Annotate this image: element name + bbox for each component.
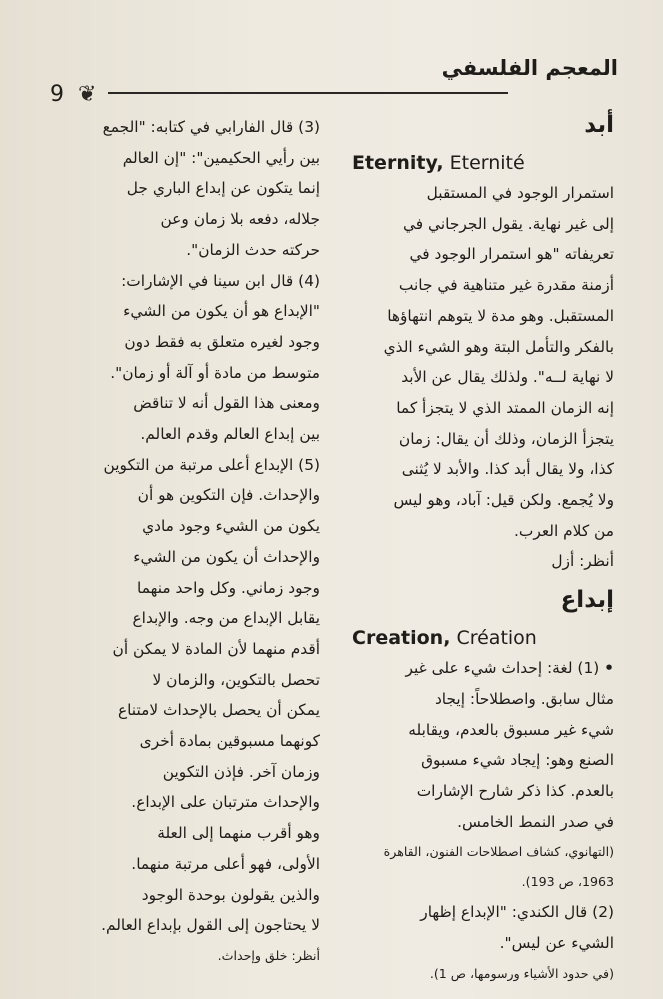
term-english: Eternity, [352,152,444,174]
ornament-icon: ❦ [78,82,97,107]
text-line: بين إبداع العالم وقدم العالم. [140,425,320,444]
reference-line: 1963، ص 193). [521,874,614,890]
entry-term-creation [352,625,614,651]
text-line: استمرار الوجود في المستقبل [426,184,614,202]
text-line: (4) قال ابن سينا في الإشارات: [121,271,320,290]
text-line: إنما يتكون عن إبداع الباري جل [126,179,320,198]
text-line: (5) الإبداع أعلى مرتبة من التكوين [103,455,320,474]
header-title: المعجم الفلسفي [441,56,618,80]
entry-term-abad: أبد [584,112,614,138]
text-line [352,653,614,684]
text-line: جلاله، دفعه بلا زمان وعن [160,210,320,229]
text-line: (3) قال الفارابي في كتابه: "الجمع [102,118,320,136]
see-also: أنظر: خلق وإحداث. [217,947,320,963]
text-line: لا يحتاجون إلى القول بإبداع العالم. [101,916,320,935]
running-header [38,52,618,107]
text-line: مثال سابق. واصطلاحاً: إيجاد [434,689,614,708]
text-line: من كلام العرب. [513,521,614,540]
text-line: والإحداث. فإن التكوين هو أن [137,486,320,505]
text-line: كونهما مسبوقين بمادة أخرى [139,732,320,751]
entry-term-ibdaa: إبداع [560,587,614,614]
text-line: الأولى، فهو أعلى مرتبة منهما. [131,854,320,873]
text-line: وجود زماني. وكل واحد منهما [137,578,320,597]
text-line: يمكن أن يحصل بالإحداث لامتناع [117,701,320,720]
text-line: بالعدم. كذا ذكر شارح الإشارات [416,781,614,800]
right-column [352,110,614,989]
page-number: 9 [50,82,64,107]
text-line: أزمنة مقدرة غير متناهية في جانب [398,276,614,295]
text-line: إنه الزمان الممتد الذي لا يتجزأ كما [396,398,614,417]
text-line: أقدم منهما لأن المادة لا يمكن أن [112,639,320,658]
text-line: متوسط من مادة أو آلة أو زمان". [110,363,320,382]
text-line: حركته حدث الزمان". [186,240,320,259]
text-line: تعريفاته "هو استمرار الوجود في [409,245,614,264]
text-line: لا نهاية لــه". ولذلك يقال عن الأبد [401,368,614,387]
text-line: يقابل الإبداع من وجه. والإبداع [132,609,320,628]
text-line: يتجزأ الزمان، وذلك أن يقال: زمان [398,429,614,448]
text-line: شيء غير مسبوق بالعدم، ويقابله [408,720,614,739]
text-line: وجود لغيره متعلق به فقط دون [124,332,320,351]
text-line: في صدر النمط الخامس. [457,812,614,831]
term-french: Eternité [443,152,525,174]
text-line: وزمان آخر. فإذن التكوين [162,762,320,781]
text-line: "الإبداع هو أن يكون من الشيء [123,302,320,321]
text-line: تحصل بالتكوين، والزمان لا [152,670,320,689]
text-line: والإحداث مترتبان على الإبداع. [131,793,320,812]
text-line: بين رأيي الحكيمين": "إن العالم [122,148,320,167]
text-line-content: (1) لغة: إحداث شيء على غير [405,659,600,678]
text-line: (2) قال الكندي: "الإبداع إظهار [420,903,614,922]
bullet-icon: • [604,659,614,678]
term-english: Creation, [352,627,451,650]
text-line: يكون من الشيء وجود مادي [142,517,320,536]
text-line: وهو أقرب منهما إلى العلة [157,824,320,843]
header-rule [108,92,508,94]
text-line: الشيء عن ليس". [499,934,614,953]
see-also: أنظر: أزل [551,552,614,571]
text-line: ومعنى هذا القول أنه لا تناقض [133,394,320,413]
text-line: المستقبل. وهو مدة لا يتوهم انتهاؤها [387,306,614,325]
text-line: ولا يُجمع. ولكن قيل: آباد، وهو ليس [393,491,614,510]
term-french: Création [450,627,537,650]
text-line: والإحداث أن يكون من الشيء [133,547,320,566]
text-line: إلى غير نهاية. يقول الجرجاني في [402,214,614,233]
text-line: الصنع وهو: إيجاد شيء مسبوق [421,751,614,770]
reference-line: (في حدود الأشياء ورسومها، ص 1). [429,965,614,981]
entry-term-eternity [352,150,614,176]
left-column [58,112,320,971]
text-line: بالفكر والتأمل البتة وهو الشيء الذي [383,337,614,356]
reference-line: (التهانوي، كشاف اصطلاحات الفنون، القاهرة [383,844,614,860]
text-line: كذا، ولا يقال أبد كذا. والأبد لا يُثنى [401,460,614,479]
text-line: والذين يقولون بوحدة الوجود [141,885,320,904]
